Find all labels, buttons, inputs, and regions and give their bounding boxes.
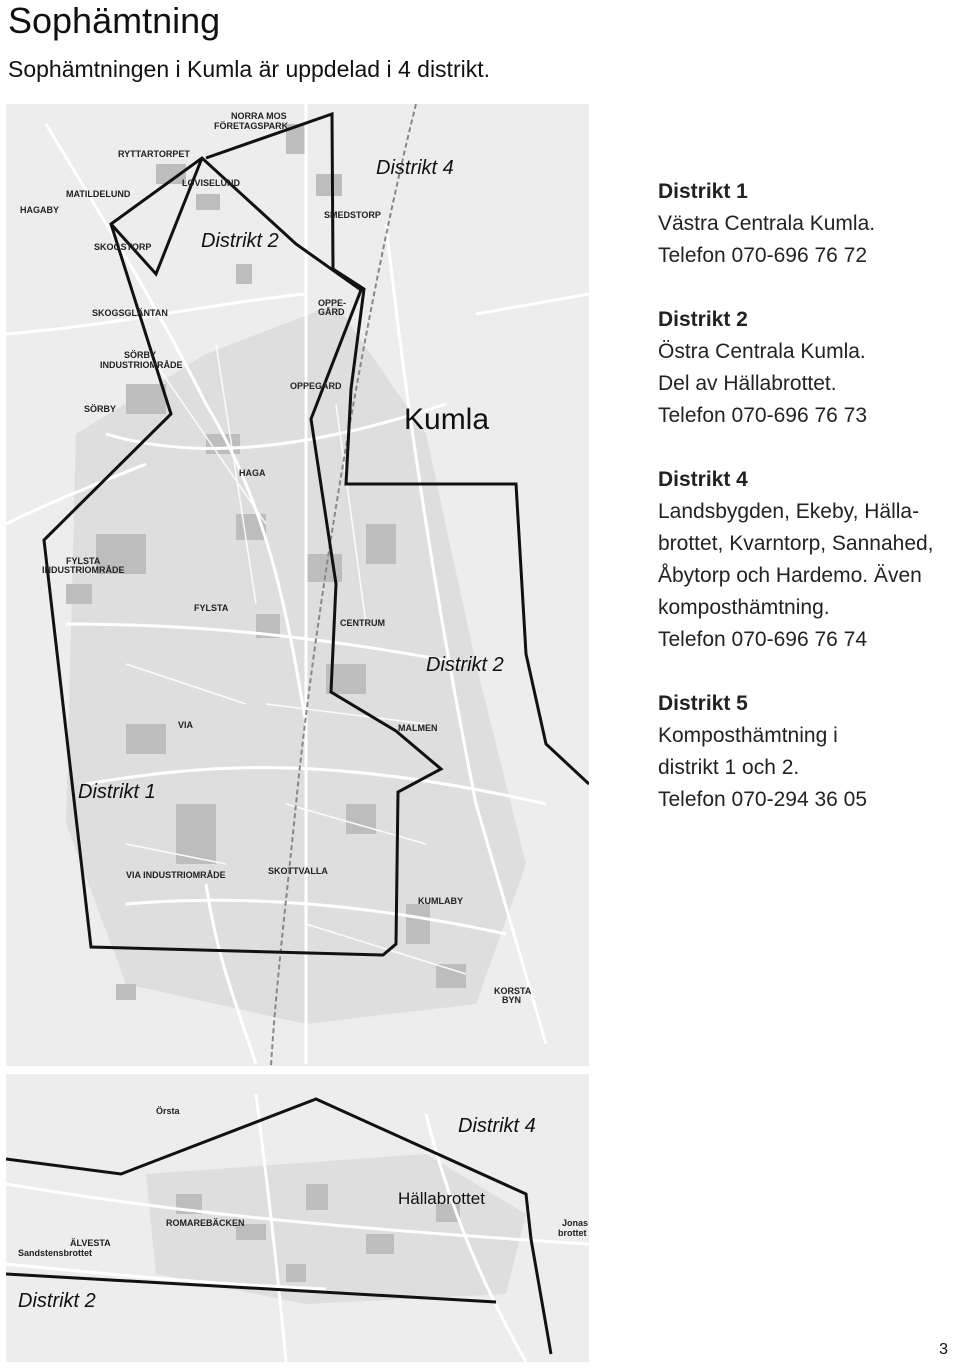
place-gard-small: GÅRD [318, 307, 345, 317]
district-5-phone: Telefon 070-294 36 05 [658, 788, 868, 811]
kumla-map-svg [6, 104, 589, 1066]
district-1-info [658, 176, 958, 272]
kumla-district-map [6, 104, 589, 1066]
hallabrottet-district-map [6, 1074, 589, 1362]
hallabrottet-map-svg [6, 1074, 589, 1362]
place-hagaby: HAGABY [20, 205, 60, 215]
district-4-heading: Distrikt 4 [658, 468, 748, 491]
place-sandstensbrottet: Sandstensbrottet [18, 1248, 93, 1258]
district-2-line: Östra Centrala Kumla. [658, 340, 866, 363]
page-title: Sophämtning [8, 0, 221, 41]
district-4-line: brottet, Kvarntorp, Sannahed, [658, 532, 934, 555]
district-5-line: distrikt 1 och 2. [658, 756, 800, 779]
place-orsta: Örsta [156, 1106, 180, 1116]
district-1-line: Västra Centrala Kumla. [658, 212, 876, 235]
place-oppegard: OPPEGÅRD [290, 381, 342, 391]
place-fylsta: FYLSTA [194, 603, 229, 613]
district-4-label-lower: Distrikt 4 [458, 1115, 536, 1137]
place-matildelund: MATILDELUND [66, 189, 131, 199]
district-4-phone: Telefon 070-696 76 74 [658, 628, 868, 651]
place-norra-mos: NORRA MOS [231, 111, 287, 121]
place-ryttartorpet: RYTTARTORPET [118, 149, 190, 159]
place-sorby: SÖRBY [84, 404, 117, 414]
place-skogstorp: SKOGSTORP [94, 242, 152, 252]
district-5-line: Komposthämtning i [658, 724, 838, 747]
place-kumlaby: KUMLABY [418, 896, 463, 906]
district-2-label-right: Distrikt 2 [426, 654, 504, 676]
place-sorby-ind-2: INDUSTRIOMRÅDE [100, 360, 183, 370]
page-number: 3 [939, 1341, 948, 1358]
place-korsta-1: KORSTA [494, 986, 532, 996]
place-alvesta: ÄLVESTA [70, 1238, 111, 1248]
place-oppegard-small: OPPE- [318, 298, 347, 308]
district-5-info [658, 688, 958, 816]
district-4-info [658, 464, 958, 656]
district-1-heading: Distrikt 1 [658, 180, 748, 203]
district-2-phone: Telefon 070-696 76 73 [658, 404, 868, 427]
district-info [658, 176, 958, 848]
district-2-label-top: Distrikt 2 [201, 230, 279, 252]
place-jonas-1: Jonas [562, 1218, 589, 1228]
district-4-label: Distrikt 4 [376, 157, 454, 179]
place-romarebacken: ROMAREBÄCKEN [166, 1218, 245, 1228]
place-via-industriomrade: VIA INDUSTRIOMRÅDE [126, 870, 226, 880]
page-subtitle: Sophämtningen i Kumla är uppdelad i 4 distrikt. [8, 56, 491, 82]
town-kumla: Kumla [404, 403, 490, 436]
district-2-heading: Distrikt 2 [658, 308, 748, 331]
district-1-phone: Telefon 070-696 76 72 [658, 244, 868, 267]
district-2-info [658, 304, 958, 432]
place-centrum: CENTRUM [340, 618, 385, 628]
place-via: VIA [178, 720, 194, 730]
district-5-heading: Distrikt 5 [658, 692, 748, 715]
place-skottvalla: SKOTTVALLA [268, 866, 328, 876]
district-4-line: Landsbygden, Ekeby, Hälla- [658, 500, 920, 523]
district-4-line: Åbytorp och Hardemo. Även [658, 564, 922, 587]
place-skogsglantan: SKOGSGLÄNTAN [92, 308, 168, 318]
place-loviselund: LOVISELUND [182, 178, 241, 188]
district-2-label-lower: Distrikt 2 [18, 1290, 96, 1312]
district-2-line: Del av Hällabrottet. [658, 372, 837, 395]
place-foretagspark: FÖRETAGSPARK [214, 121, 289, 131]
place-fylsta-ind-2: INDUSTRIOMRÅDE [42, 565, 125, 575]
place-jonas-2: brottet [558, 1228, 587, 1238]
district-4-line: komposthämtning. [658, 596, 830, 619]
place-haga: HAGA [239, 468, 266, 478]
place-malmen: MALMEN [398, 723, 438, 733]
place-fylsta-ind-1: FYLSTA [66, 556, 101, 566]
place-smedstorp: SMEDSTORP [324, 210, 381, 220]
place-sorby-ind-1: SÖRBY [124, 350, 157, 360]
district-1-label: Distrikt 1 [78, 781, 156, 803]
place-korsta-2: BYN [502, 995, 522, 1005]
town-hallabrottet: Hällabrottet [398, 1189, 485, 1208]
